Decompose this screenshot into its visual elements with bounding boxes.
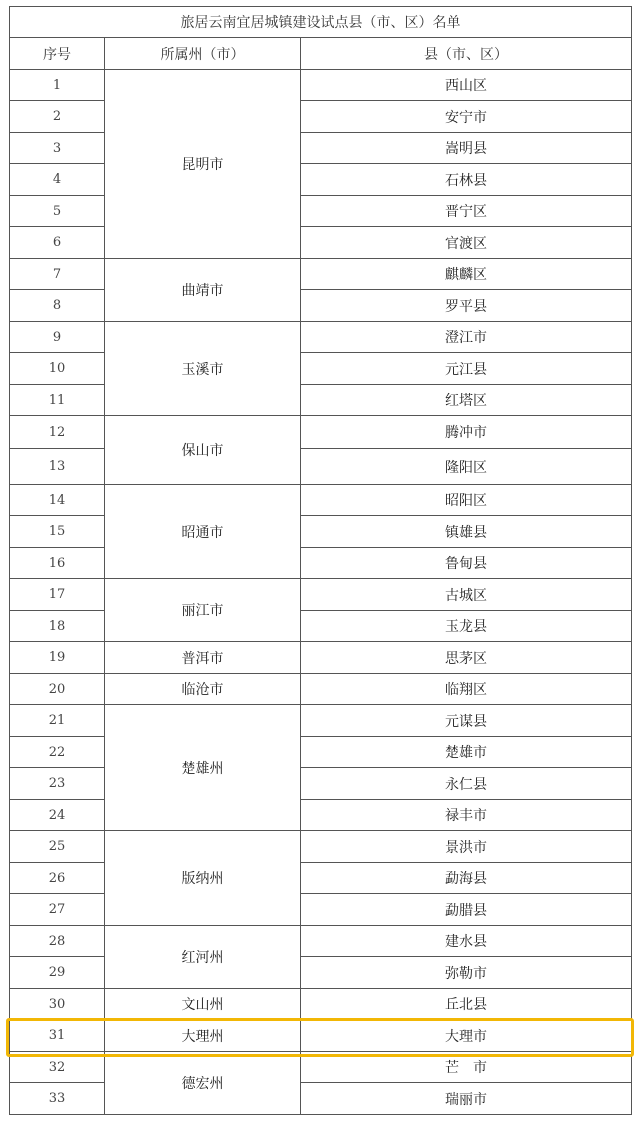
row-index: 1	[10, 70, 105, 101]
county-cell: 玉龙县	[301, 611, 632, 642]
prefecture-cell: 普洱市	[105, 642, 301, 674]
prefecture-cell: 大理州	[105, 1020, 301, 1052]
row-index: 19	[10, 642, 105, 674]
table-row	[10, 322, 632, 353]
table-row	[10, 989, 632, 1020]
row-index: 20	[10, 674, 105, 705]
table-row	[10, 485, 632, 516]
row-index: 10	[10, 353, 105, 385]
table-row	[10, 831, 632, 863]
header-county: 县（市、区）	[301, 38, 632, 70]
table-row	[10, 1052, 632, 1083]
row-index: 33	[10, 1083, 105, 1115]
county-cell: 官渡区	[301, 227, 632, 259]
table-row	[10, 353, 632, 385]
table-row	[10, 579, 632, 611]
table-row	[10, 449, 632, 485]
county-cell: 楚雄市	[301, 737, 632, 768]
county-cell: 腾冲市	[301, 416, 632, 449]
county-cell: 临翔区	[301, 674, 632, 705]
row-index: 2	[10, 101, 105, 133]
table-row	[10, 133, 632, 164]
prefecture-cell: 昆明市	[105, 70, 301, 259]
row-index: 17	[10, 579, 105, 611]
prefecture-cell: 德宏州	[105, 1052, 301, 1115]
row-index: 30	[10, 989, 105, 1020]
table-header-row	[10, 38, 632, 70]
table-row	[10, 416, 632, 449]
table-row	[10, 385, 632, 416]
table-row	[10, 164, 632, 196]
table-row	[10, 800, 632, 831]
table-row	[10, 290, 632, 322]
table-body	[10, 7, 632, 1115]
table-row	[10, 705, 632, 737]
prefecture-cell: 临沧市	[105, 674, 301, 705]
row-index: 11	[10, 385, 105, 416]
table-row	[10, 196, 632, 227]
row-index: 29	[10, 957, 105, 989]
county-cell: 镇雄县	[301, 516, 632, 548]
county-cell: 昭阳区	[301, 485, 632, 516]
row-index: 27	[10, 894, 105, 926]
table-row	[10, 516, 632, 548]
table-row	[10, 894, 632, 926]
header-index: 序号	[10, 38, 105, 70]
row-index: 23	[10, 768, 105, 800]
county-cell: 瑞丽市	[301, 1083, 632, 1115]
row-index: 21	[10, 705, 105, 737]
county-cell: 西山区	[301, 70, 632, 101]
table-row	[10, 611, 632, 642]
county-cell: 罗平县	[301, 290, 632, 322]
table-row	[10, 768, 632, 800]
table-row	[10, 548, 632, 579]
county-cell: 勐海县	[301, 863, 632, 894]
prefecture-cell: 昭通市	[105, 485, 301, 579]
row-index: 22	[10, 737, 105, 768]
table-row	[10, 957, 632, 989]
county-cell: 景洪市	[301, 831, 632, 863]
row-index: 18	[10, 611, 105, 642]
row-index: 16	[10, 548, 105, 579]
county-cell: 鲁甸县	[301, 548, 632, 579]
pilot-county-table	[9, 6, 632, 1115]
county-cell: 澄江市	[301, 322, 632, 353]
county-cell: 丘北县	[301, 989, 632, 1020]
row-index: 13	[10, 449, 105, 485]
prefecture-cell: 曲靖市	[105, 259, 301, 322]
table-row	[10, 642, 632, 674]
row-index: 8	[10, 290, 105, 322]
county-cell: 弥勒市	[301, 957, 632, 989]
county-cell: 古城区	[301, 579, 632, 611]
county-cell: 永仁县	[301, 768, 632, 800]
table-title: 旅居云南宜居城镇建设试点县（市、区）名单	[10, 7, 632, 38]
table-row	[10, 674, 632, 705]
county-cell: 晋宁区	[301, 196, 632, 227]
county-cell: 勐腊县	[301, 894, 632, 926]
county-cell: 思茅区	[301, 642, 632, 674]
table-row	[10, 1020, 632, 1052]
county-cell: 石林县	[301, 164, 632, 196]
row-index: 32	[10, 1052, 105, 1083]
table-title-row	[10, 7, 632, 38]
county-cell: 安宁市	[301, 101, 632, 133]
row-index: 26	[10, 863, 105, 894]
table-row	[10, 737, 632, 768]
row-index: 28	[10, 926, 105, 957]
table-row	[10, 70, 632, 101]
county-cell: 元江县	[301, 353, 632, 385]
county-cell: 禄丰市	[301, 800, 632, 831]
row-index: 12	[10, 416, 105, 449]
pilot-county-list-sheet	[9, 6, 631, 1115]
county-cell: 麒麟区	[301, 259, 632, 290]
prefecture-cell: 保山市	[105, 416, 301, 485]
table-row	[10, 101, 632, 133]
row-index: 4	[10, 164, 105, 196]
row-index: 15	[10, 516, 105, 548]
prefecture-cell: 版纳州	[105, 831, 301, 926]
table-row	[10, 926, 632, 957]
table-row	[10, 227, 632, 259]
county-cell: 嵩明县	[301, 133, 632, 164]
county-cell: 大理市	[301, 1020, 632, 1052]
row-index: 24	[10, 800, 105, 831]
county-cell: 元谋县	[301, 705, 632, 737]
row-index: 7	[10, 259, 105, 290]
prefecture-cell: 丽江市	[105, 579, 301, 642]
table-row	[10, 259, 632, 290]
prefecture-cell: 玉溪市	[105, 322, 301, 416]
row-index: 3	[10, 133, 105, 164]
row-index: 6	[10, 227, 105, 259]
row-index: 9	[10, 322, 105, 353]
county-cell: 芒 市	[301, 1052, 632, 1083]
row-index: 31	[10, 1020, 105, 1052]
county-cell: 隆阳区	[301, 449, 632, 485]
prefecture-cell: 楚雄州	[105, 705, 301, 831]
row-index: 5	[10, 196, 105, 227]
county-cell: 红塔区	[301, 385, 632, 416]
row-index: 14	[10, 485, 105, 516]
table-row	[10, 1083, 632, 1115]
prefecture-cell: 红河州	[105, 926, 301, 989]
header-prefecture: 所属州（市）	[105, 38, 301, 70]
row-index: 25	[10, 831, 105, 863]
table-row	[10, 863, 632, 894]
prefecture-cell: 文山州	[105, 989, 301, 1020]
county-cell: 建水县	[301, 926, 632, 957]
